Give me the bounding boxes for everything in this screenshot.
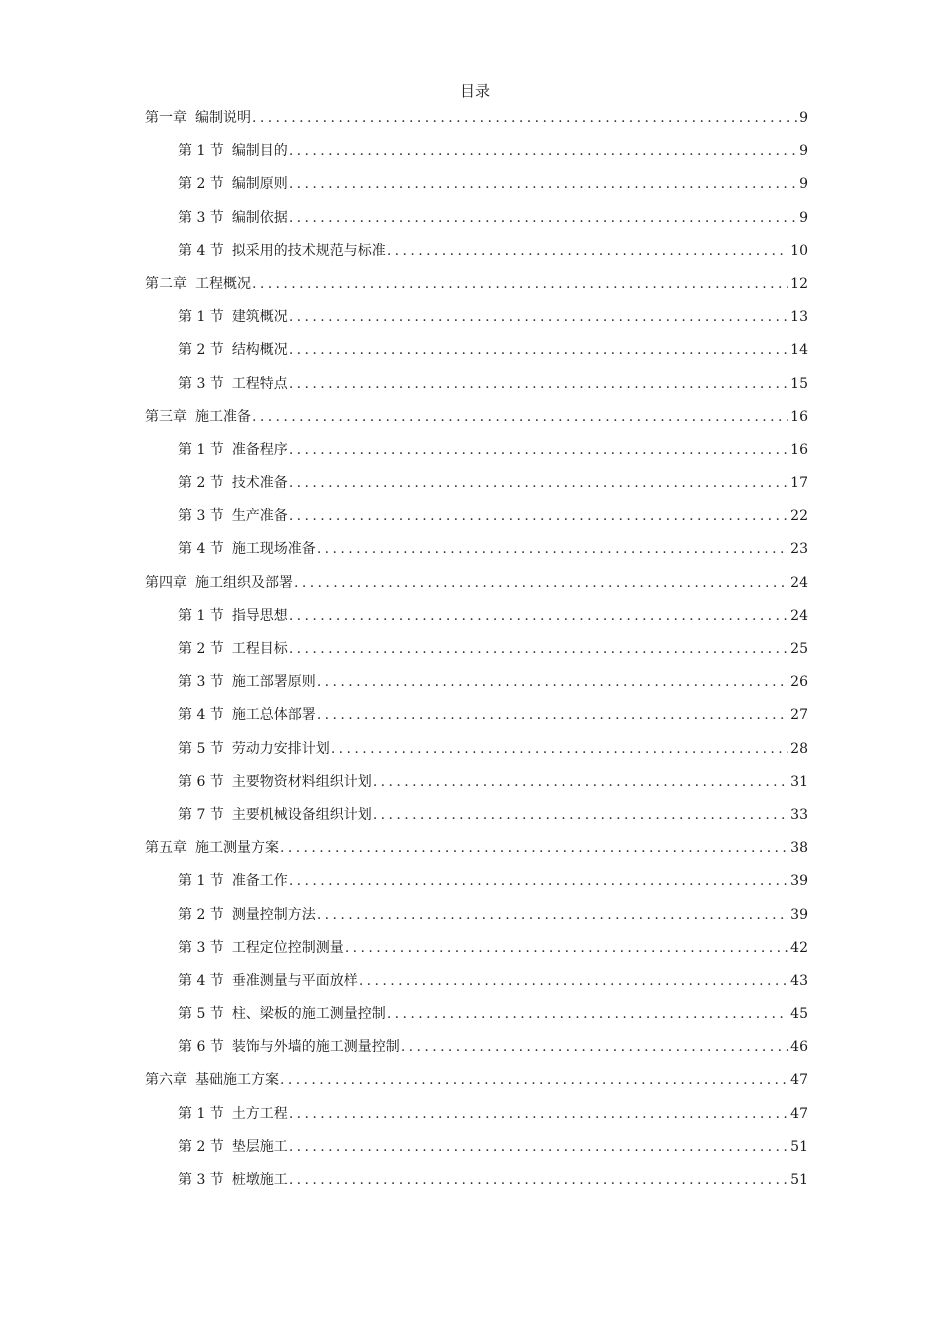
- toc-section-entry[interactable]: [145, 139, 808, 172]
- toc-section-entry[interactable]: [145, 504, 808, 537]
- toc-section-entry[interactable]: [145, 936, 808, 969]
- toc-section-entry[interactable]: [145, 1168, 808, 1201]
- toc-dot-leader: [289, 439, 788, 461]
- toc-dot-leader: [294, 572, 788, 594]
- toc-entry-title: 施工现场准备: [231, 541, 316, 558]
- toc-entry-number: 第 2 节: [178, 342, 224, 359]
- toc-entry-title: 结构概况: [231, 342, 288, 359]
- toc-entry-number: 第 2 节: [178, 641, 224, 657]
- toc-entry-number: 第五章: [145, 840, 187, 857]
- toc-section-entry[interactable]: [145, 305, 808, 338]
- toc-entry-number: 第 5 节: [178, 740, 224, 757]
- toc-section-entry[interactable]: [145, 803, 808, 836]
- toc-page-number: 39: [790, 873, 808, 890]
- toc-dot-leader: [331, 738, 788, 760]
- toc-dot-leader: [317, 704, 788, 726]
- toc-entry-number: 第一章: [145, 110, 187, 126]
- toc-entry-number: 第 3 节: [178, 674, 224, 691]
- toc-page-number: 24: [790, 607, 808, 624]
- toc-entry-number: 第六章: [145, 1072, 187, 1089]
- toc-entry-title: 劳动力安排计划: [231, 740, 330, 757]
- toc-entry-title: 工程概况: [195, 275, 251, 292]
- toc-page-number: 17: [790, 475, 808, 492]
- toc-entry-number: 第 1 节: [178, 607, 224, 624]
- toc-entry-title: 编制目的: [231, 143, 288, 160]
- toc-entry-title: 基础施工方案: [195, 1072, 279, 1089]
- toc-dot-leader: [252, 406, 788, 428]
- toc-section-entry[interactable]: [145, 637, 808, 670]
- toc-page-number: 13: [790, 309, 808, 326]
- toc-dot-leader: [280, 837, 788, 859]
- toc-section-entry[interactable]: [145, 1002, 808, 1035]
- toc-entry-title: 编制依据: [231, 209, 288, 226]
- toc-entry-number: 第 4 节: [178, 242, 224, 259]
- toc-section-entry[interactable]: [145, 338, 808, 371]
- toc-dot-leader: [289, 505, 788, 527]
- toc-entry-title: 装饰与外墙的施工测量控制: [231, 1039, 400, 1056]
- toc-page-number: 10: [790, 242, 808, 259]
- toc-page-number: 16: [790, 441, 808, 458]
- toc-page-number: 9: [799, 110, 808, 126]
- toc-page-number: 15: [790, 375, 808, 392]
- toc-entry-number: 第 7 节: [178, 806, 224, 823]
- toc-dot-leader: [289, 306, 788, 328]
- toc-dot-leader: [289, 605, 788, 627]
- toc-page-number: 24: [790, 574, 808, 591]
- toc-chapter-entry[interactable]: [145, 836, 808, 869]
- toc-page-number: 47: [790, 1105, 808, 1122]
- toc-section-entry[interactable]: [145, 1135, 808, 1168]
- toc-section-entry[interactable]: [145, 869, 808, 902]
- toc-section-entry[interactable]: [145, 703, 808, 736]
- toc-dot-leader: [289, 1169, 788, 1191]
- toc-entry-title: 技术准备: [231, 475, 288, 492]
- toc-page-number: 23: [790, 541, 808, 558]
- toc-entry-title: 施工准备: [195, 408, 251, 425]
- toc-dot-leader: [289, 1103, 788, 1125]
- toc-section-entry[interactable]: [145, 903, 808, 936]
- toc-chapter-entry[interactable]: [145, 405, 808, 438]
- toc-section-entry[interactable]: [145, 471, 808, 504]
- toc-entry-number: 第 4 节: [178, 541, 224, 558]
- toc-entry-number: 第 6 节: [178, 773, 224, 790]
- toc-page-number: 12: [790, 275, 808, 292]
- toc-page-number: 16: [790, 408, 808, 425]
- toc-page-number: 9: [799, 176, 808, 193]
- toc-dot-leader: [387, 1003, 788, 1025]
- toc-entry-number: 第 4 节: [178, 707, 224, 724]
- toc-section-entry[interactable]: [145, 239, 808, 272]
- toc-section-entry[interactable]: [145, 604, 808, 637]
- toc-entry-number: 第 3 节: [178, 508, 224, 525]
- toc-dot-leader: [289, 339, 788, 361]
- toc-dot-leader: [252, 107, 797, 129]
- toc-entry-title: 桩墩施工: [231, 1172, 288, 1188]
- toc-dot-leader: [289, 140, 797, 162]
- toc-chapter-entry[interactable]: [145, 272, 808, 305]
- toc-dot-leader: [373, 804, 788, 826]
- toc-entry-title: 主要机械设备组织计划: [231, 806, 372, 823]
- toc-page-number: 9: [799, 143, 808, 160]
- toc-page-number: 39: [790, 906, 808, 923]
- toc-page-number: 51: [790, 1172, 808, 1188]
- toc-entry-number: 第 1 节: [178, 1105, 224, 1122]
- toc-dot-leader: [289, 472, 788, 494]
- toc-page-number: 46: [790, 1039, 808, 1056]
- toc-page-number: 27: [790, 707, 808, 724]
- toc-chapter-entry[interactable]: [145, 106, 808, 139]
- toc-dot-leader: [345, 937, 788, 959]
- toc-entry-title: 生产准备: [231, 508, 288, 525]
- toc-entry-number: 第 3 节: [178, 209, 224, 226]
- toc-dot-leader: [317, 904, 788, 926]
- toc-section-entry[interactable]: [145, 737, 808, 770]
- toc-chapter-entry[interactable]: [145, 571, 808, 604]
- toc-page-number: 26: [790, 674, 808, 691]
- toc-section-entry[interactable]: [145, 537, 808, 570]
- toc-entry-number: 第 1 节: [178, 309, 224, 326]
- toc-entry-title: 施工组织及部署: [195, 574, 293, 591]
- toc-entry-number: 第 3 节: [178, 375, 224, 392]
- toc-entry-title: 垂准测量与平面放样: [231, 972, 358, 989]
- toc-entry-number: 第 1 节: [178, 873, 224, 890]
- toc-dot-leader: [289, 373, 788, 395]
- toc-chapter-entry[interactable]: [145, 1068, 808, 1101]
- toc-entry-title: 拟采用的技术规范与标准: [231, 242, 386, 259]
- toc-dot-leader: [359, 970, 788, 992]
- toc-entry-number: 第三章: [145, 408, 187, 425]
- toc-section-entry[interactable]: [145, 770, 808, 803]
- toc-dot-leader: [373, 771, 788, 793]
- toc-entry-number: 第 2 节: [178, 906, 224, 923]
- toc-entry-number: 第 6 节: [178, 1039, 224, 1056]
- toc-entry-title: 土方工程: [231, 1105, 288, 1122]
- toc-entry-title: 测量控制方法: [231, 906, 316, 923]
- toc-section-entry[interactable]: [145, 1035, 808, 1068]
- toc-dot-leader: [317, 538, 788, 560]
- toc-title: 目录: [459, 82, 490, 100]
- toc-entry-number: 第 2 节: [178, 176, 224, 193]
- toc-section-entry[interactable]: [145, 438, 808, 471]
- toc-entry-title: 施工测量方案: [195, 840, 279, 857]
- toc-section-entry[interactable]: [145, 372, 808, 405]
- toc-page-number: 9: [799, 209, 808, 226]
- toc-entry-number: 第四章: [145, 574, 187, 591]
- toc-dot-leader: [280, 1069, 788, 1091]
- toc-page-number: 47: [790, 1072, 808, 1089]
- toc-entry-title: 工程特点: [231, 375, 288, 392]
- toc-list: [145, 106, 808, 1201]
- toc-entry-title: 垫层施工: [231, 1138, 288, 1155]
- toc-entry-number: 第 2 节: [178, 475, 224, 492]
- toc-entry-title: 施工总体部署: [231, 707, 316, 724]
- toc-page-number: 45: [790, 1006, 808, 1023]
- toc-entry-number: 第 5 节: [178, 1006, 224, 1023]
- toc-section-entry[interactable]: [145, 670, 808, 703]
- toc-section-entry[interactable]: [145, 206, 808, 239]
- toc-entry-title: 指导思想: [231, 607, 288, 624]
- toc-entry-title: 编制原则: [231, 176, 288, 193]
- toc-page-number: 51: [790, 1138, 808, 1155]
- toc-entry-title: 准备工作: [231, 873, 288, 890]
- toc-dot-leader: [289, 638, 788, 660]
- toc-entry-title: 编制说明: [195, 110, 251, 126]
- toc-page-number: 25: [790, 641, 808, 657]
- toc-entry-title: 主要物资材料组织计划: [231, 773, 372, 790]
- toc-page-number: 31: [790, 773, 808, 790]
- toc-entry-title: 建筑概况: [231, 309, 288, 326]
- toc-dot-leader: [401, 1036, 788, 1058]
- toc-dot-leader: [317, 671, 788, 693]
- toc-page-number: 38: [790, 840, 808, 857]
- toc-entry-title: 施工部署原则: [231, 674, 316, 691]
- toc-dot-leader: [289, 870, 788, 892]
- toc-entry-number: 第 1 节: [178, 441, 224, 458]
- toc-dot-leader: [289, 173, 797, 195]
- toc-dot-leader: [289, 207, 797, 229]
- toc-section-entry[interactable]: [145, 172, 808, 205]
- toc-entry-title: 柱、梁板的施工测量控制: [231, 1006, 386, 1023]
- toc-dot-leader: [387, 240, 788, 262]
- toc-section-entry[interactable]: [145, 1102, 808, 1135]
- toc-dot-leader: [252, 273, 788, 295]
- toc-entry-number: 第 2 节: [178, 1138, 224, 1155]
- toc-page-number: 33: [790, 806, 808, 823]
- toc-entry-number: 第 4 节: [178, 972, 224, 989]
- toc-page-number: 43: [790, 972, 808, 989]
- toc-page-number: 28: [790, 740, 808, 757]
- toc-dot-leader: [289, 1136, 788, 1158]
- toc-entry-number: 第 3 节: [178, 939, 224, 956]
- toc-entry-title: 准备程序: [231, 441, 288, 458]
- toc-entry-number: 第 3 节: [178, 1172, 224, 1188]
- toc-entry-title: 工程定位控制测量: [231, 939, 344, 956]
- toc-entry-number: 第 1 节: [178, 143, 224, 160]
- toc-section-entry[interactable]: [145, 969, 808, 1002]
- toc-page-number: 42: [790, 939, 808, 956]
- toc-page-number: 22: [790, 508, 808, 525]
- toc-entry-number: 第二章: [145, 275, 187, 292]
- toc-page-number: 14: [790, 342, 808, 359]
- toc-entry-title: 工程目标: [231, 641, 288, 657]
